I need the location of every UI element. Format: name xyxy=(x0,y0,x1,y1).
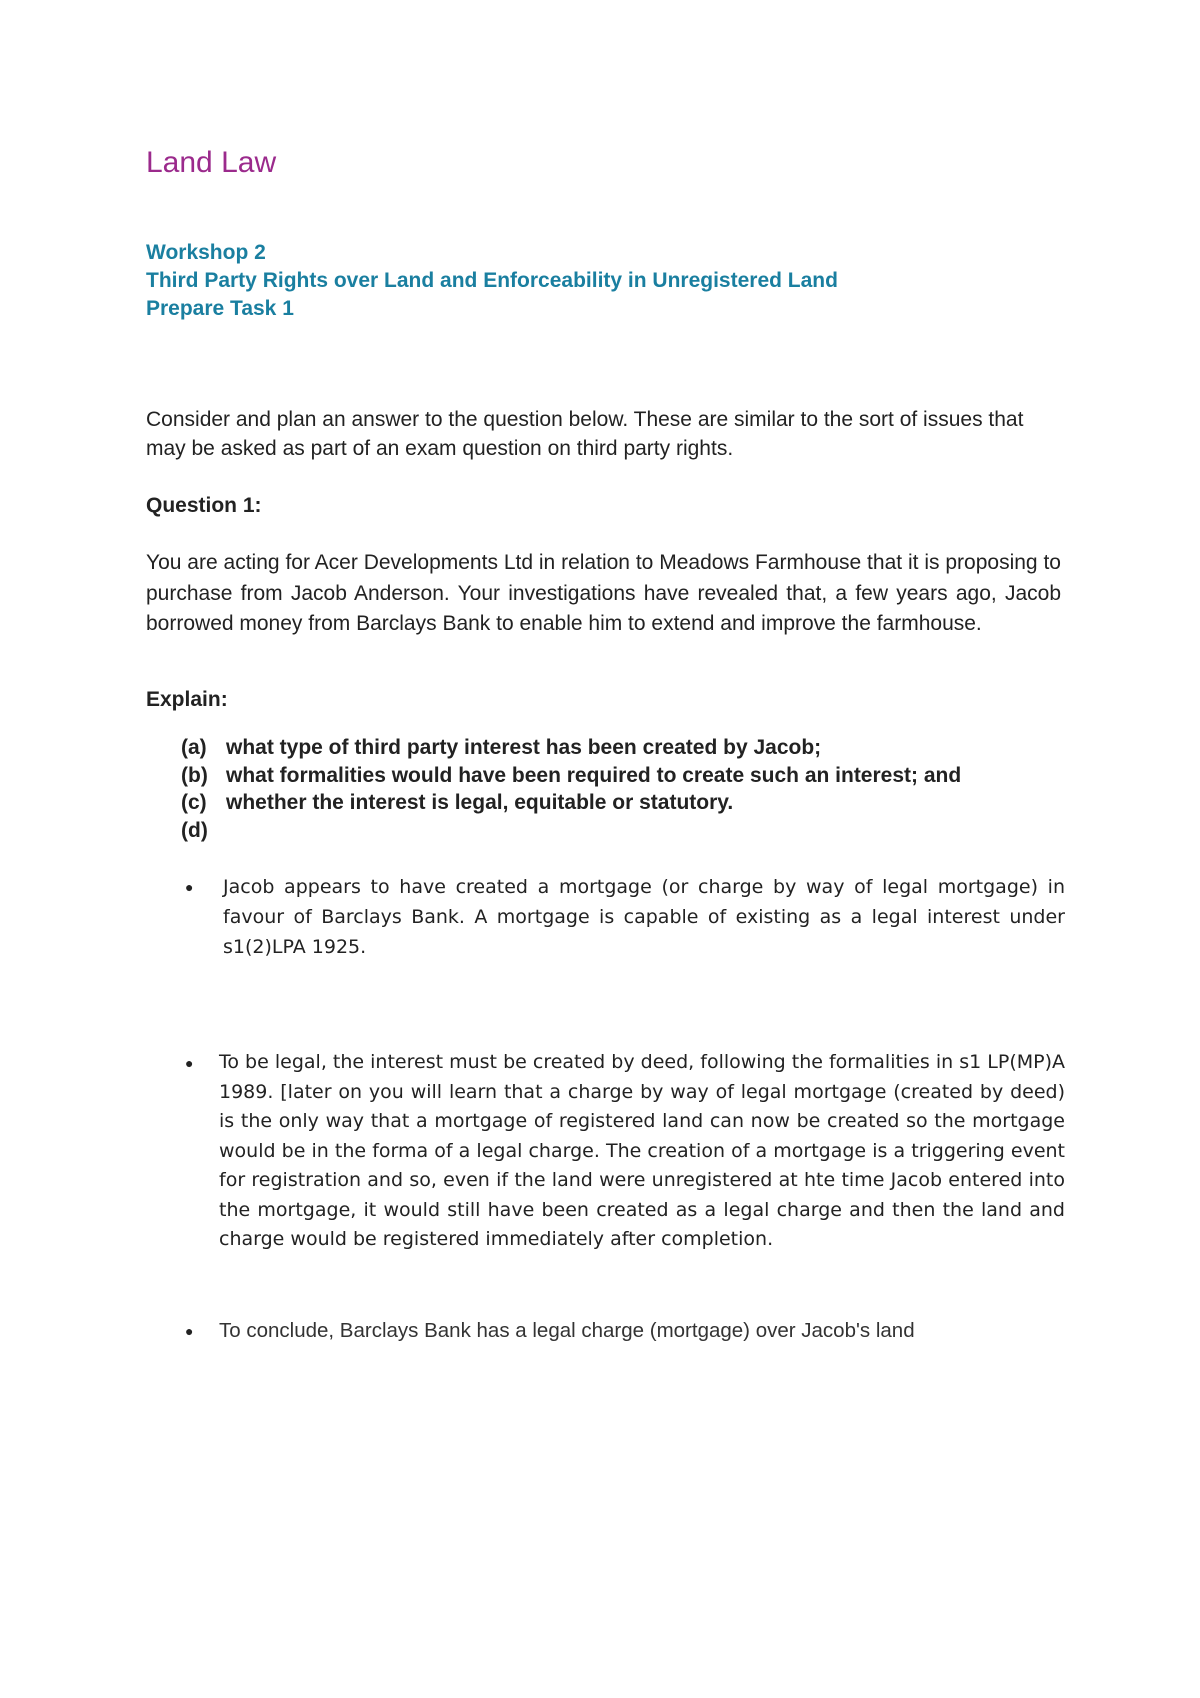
bullet-icon: ● xyxy=(185,1055,194,1071)
sub-question-letter: (d) xyxy=(181,818,208,842)
sub-question-item xyxy=(181,762,1061,790)
intro-paragraph: Consider and plan an answer to the question below. These are similar to the sort of issues that may be asked as part of an exam question on third party rights. xyxy=(146,408,1024,460)
sub-question-list xyxy=(181,734,1061,844)
sub-question-letter: (a) xyxy=(181,736,207,759)
document-title: Land Law xyxy=(146,146,277,179)
sub-question-item xyxy=(181,789,1061,817)
bullet-icon: ● xyxy=(185,1323,194,1339)
bullet-icon: ● xyxy=(185,879,194,895)
sub-question-item xyxy=(181,734,1061,762)
answer-bullet xyxy=(185,1316,1065,1346)
sub-question-text: what formalities would have been required to create such an interest; and xyxy=(226,763,962,787)
question-heading: Question 1: xyxy=(146,494,262,517)
answer-text: To be legal, the interest must be created by deed, following the formalities in s1 LP(MP)A 1989. [later on you will learn that a charge by way of legal mortgage (created by deed) is the only way that a mortgage of registered land can now be created so the mortgage would be in the forma of a legal charge. The creation of a mortgage is a triggering event for registration and so, even if the land were unregistered at hte time Jacob entered into the mortgage, it would still have been created as a legal charge and then the land and charge would be registered immediately after completion. xyxy=(219,1051,1065,1250)
workshop-topic: Third Party Rights over Land and Enforceability in Unregistered Land xyxy=(146,269,838,292)
workshop-header xyxy=(146,239,1106,323)
answer-text: To conclude, Barclays Bank has a legal charge (mortgage) over Jacob's land xyxy=(219,1319,915,1342)
sub-question-letter: (c) xyxy=(181,791,207,814)
scenario-paragraph: You are acting for Acer Developments Ltd in relation to Meadows Farmhouse that it is proposing to purchase from Jacob Anderson. Your investigations have revealed that, a few years ago, Jacob borrowed money from Barclays Bank to enable him to extend and improve the farmhouse. xyxy=(146,551,1061,635)
sub-question-letter: (b) xyxy=(181,763,208,787)
answer-text: Jacob appears to have created a mortgage (or charge by way of legal mortgage) in favour of Barclays Bank. A mortgage is capable of existing as a legal interest under s1(2)LPA 1925. xyxy=(223,876,1065,958)
explain-heading: Explain: xyxy=(146,688,228,711)
sub-question-text: whether the interest is legal, equitable or statutory. xyxy=(226,791,734,814)
sub-question-text: what type of third party interest has been created by Jacob; xyxy=(226,736,822,759)
workshop-label: Workshop 2 xyxy=(146,241,266,264)
answer-bullet xyxy=(185,872,1065,962)
task-label: Prepare Task 1 xyxy=(146,297,294,320)
answer-bullet xyxy=(185,1048,1065,1255)
sub-question-item xyxy=(181,817,1061,845)
